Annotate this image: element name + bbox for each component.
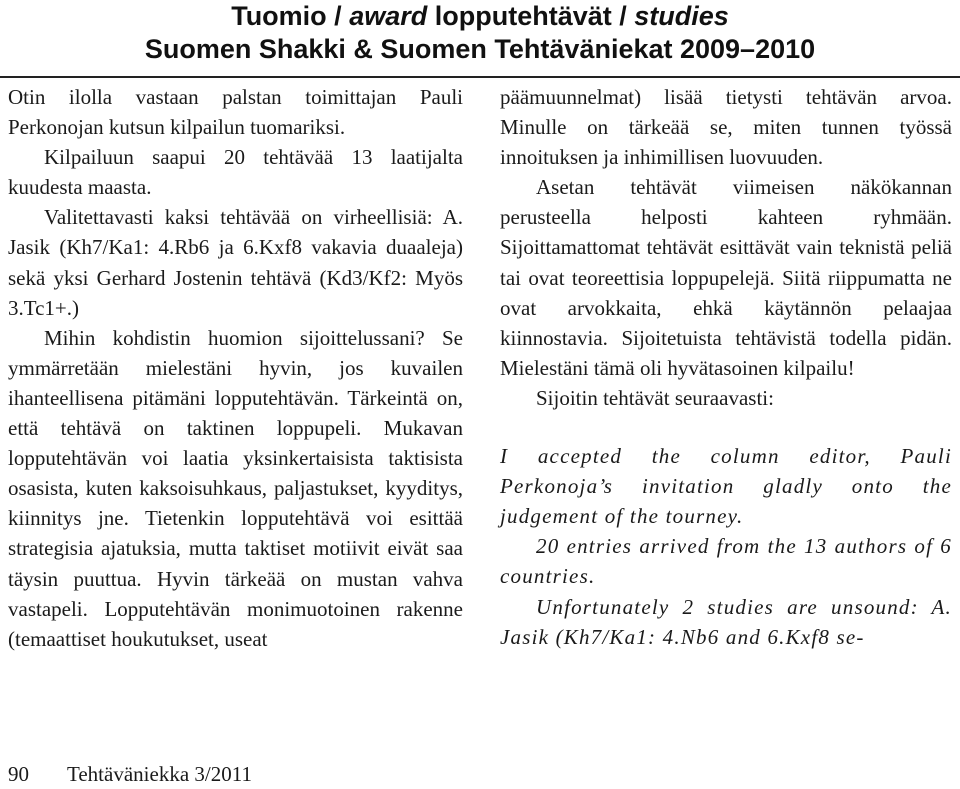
- title-award-word: award: [349, 1, 428, 31]
- english-paragraph: 20 entries arrived from the 13 authors of 6 countries.: [500, 534, 952, 589]
- title-studies-word: studies: [634, 1, 729, 31]
- paragraph: Otin ilolla vastaan palstan toimittajan Pauli Perkonojan kutsun kilpailun tuomariksi.: [8, 85, 463, 140]
- page-footer: [8, 760, 290, 788]
- english-paragraph: Unfortunately 2 studies are unsound: A. Jasik (Kh7/Ka1: 4.Nb6 and 6.Kxf8 se-: [500, 594, 952, 649]
- paragraph: Mihin kohdistin huomion sijoittelussani? Se ymmärretään mielestäni hyvin, jos kuvailen ihanteellisena pitämäni lopputehtävän. Tärkeintä on, että tehtävä on taktinen loppupeli. Mukavan lopputehtävän voi laatia yksinkertaisista taktisista osasista, kuten kaksoisuhkaus, paljastukset, kyyditys, kiinnitys jne. Tietenkin lopputehtävä voi esittää strategisia ajatuksia, mutta taktiset motiivit eivät saa täysin puuttua. Hyvin tärkeää on mustan vahva vastapeli. Lopputehtävän monimuotoinen rakenne (temaattiset houkutukset, useat: [8, 325, 463, 651]
- paragraph: Valitettavasti kaksi tehtävää on virheellisiä: A. Jasik (Kh7/Ka1: 4.Rb6 ja 6.Kxf8 vakavia duaaleja) sekä yksi Gerhard Jostenin tehtävä (Kd3/Kf2: Myös 3.Tc1+.): [8, 205, 463, 320]
- paragraph: Sijoitin tehtävät seuraavasti:: [536, 385, 774, 410]
- publication-name: Tehtäväniekka 3/2011: [67, 762, 252, 786]
- title-line-1: [0, 0, 960, 32]
- paragraph: päämuunnelmat) lisää tietysti tehtävän arvoa. Minulle on tärkeää se, miten tunnen työssä innoituksen ja inhimillisen luovuuden.: [500, 85, 952, 170]
- page-number: 90: [8, 762, 29, 786]
- right-column: [500, 82, 952, 652]
- english-paragraph: I accepted the column editor, Pauli Perkonoja’s invitation gladly onto the judgement of the tourney.: [500, 444, 952, 529]
- left-column: [8, 82, 463, 654]
- title-finnish-studies: lopputehtävät /: [427, 1, 635, 31]
- header-divider: [0, 76, 960, 78]
- paragraph: Kilpailuun saapui 20 tehtävää 13 laatijalta kuudesta maasta.: [8, 145, 463, 200]
- title-finnish-award: Tuomio /: [231, 1, 350, 31]
- spacer: [500, 413, 952, 441]
- paragraph: Asetan tehtävät viimeisen näkökannan perusteella helposti kahteen ryhmään. Sijoittamattomat tehtävät esittävät vain teknistä peliä tai ovat teoreettisia loppupelejä. Siitä riippumatta ne ovat arvokkaita, ehkä käytännön pelaajaa kiinnostavia. Sijoitetuista tehtävistä todella pidän. Mielestäni tämä oli hyvätasoinen kilpailu!: [500, 175, 952, 380]
- title-line-2: Suomen Shakki & Suomen Tehtäväniekat 2009–2010: [144, 34, 816, 64]
